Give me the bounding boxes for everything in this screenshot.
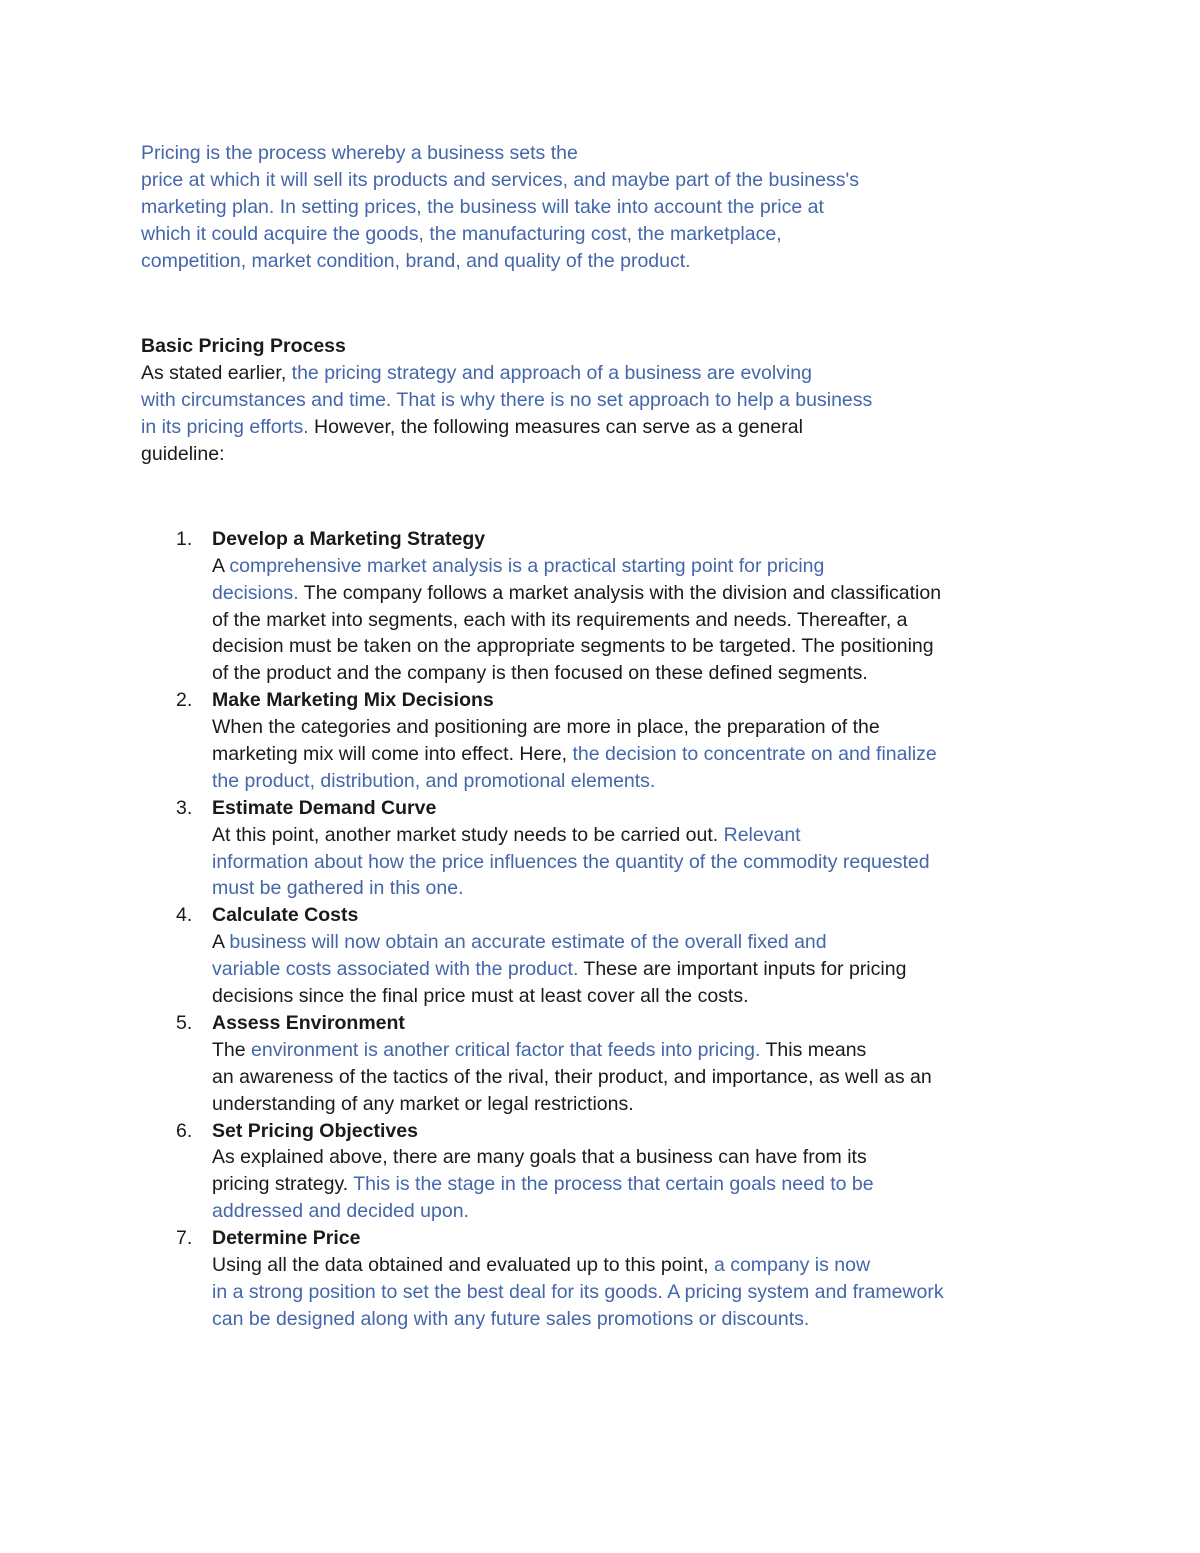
list-item bbox=[141, 902, 1041, 1010]
step-line: of the market into segments, each with its requirements and needs. Thereafter, a bbox=[212, 608, 908, 631]
step-line bbox=[212, 741, 1041, 768]
step-line: of the product and the company is then focused on these defined segments. bbox=[212, 662, 868, 685]
intro-paragraph bbox=[141, 140, 1041, 274]
text-run: At this point, another market study needs to be carried out. bbox=[212, 823, 724, 846]
step-line: an awareness of the tactics of the rival, their product, and importance, as well as an bbox=[212, 1065, 932, 1088]
step-line bbox=[212, 1252, 1041, 1279]
step-line bbox=[212, 553, 1041, 580]
list-number: 5. bbox=[176, 1011, 193, 1034]
paragraph-line bbox=[141, 414, 1041, 441]
text-run: This is the stage in the process that certain goals need to be bbox=[353, 1173, 874, 1196]
step-title: Make Marketing Mix Decisions bbox=[212, 689, 494, 712]
text-run: comprehensive market analysis is a practical starting point for pricing bbox=[229, 554, 825, 577]
text-run: However, the following measures can serve as a general bbox=[308, 416, 803, 439]
text-run: This means bbox=[760, 1038, 867, 1061]
text-run: A bbox=[212, 554, 230, 577]
step-title: Estimate Demand Curve bbox=[212, 796, 437, 819]
paragraph-line: guideline: bbox=[141, 443, 225, 466]
step-line: When the categories and positioning are more in place, the preparation of the bbox=[212, 716, 880, 739]
text-run: decisions. bbox=[212, 581, 299, 604]
intro-line: competition, market condition, brand, and quality of the product. bbox=[141, 249, 691, 272]
step-title: Set Pricing Objectives bbox=[212, 1119, 418, 1142]
list-number: 4. bbox=[176, 904, 193, 927]
intro-line: price at which it will sell its products and services, and maybe part of the business's bbox=[141, 168, 859, 191]
section-heading: Basic Pricing Process bbox=[141, 335, 346, 358]
intro-line: which it could acquire the goods, the manufacturing cost, the marketplace, bbox=[141, 222, 782, 245]
text-run: marketing mix will come into effect. Here, bbox=[212, 743, 573, 766]
step-title: Assess Environment bbox=[212, 1011, 405, 1034]
step-line bbox=[212, 1171, 1041, 1198]
list-item bbox=[141, 526, 1041, 687]
step-title: Develop a Marketing Strategy bbox=[212, 527, 486, 550]
text-run: in its pricing efforts. bbox=[141, 416, 309, 439]
list-item bbox=[141, 795, 1041, 903]
list-item bbox=[141, 687, 1041, 795]
step-line: As explained above, there are many goals that a business can have from its bbox=[212, 1146, 867, 1169]
text-run: a company is now bbox=[713, 1253, 871, 1276]
paragraph-line bbox=[141, 360, 1041, 387]
step-line bbox=[212, 580, 1041, 607]
text-run: variable costs associated with the product. bbox=[212, 958, 579, 981]
text-run: These are important inputs for pricing bbox=[578, 958, 907, 981]
list-item bbox=[141, 1118, 1041, 1226]
text-run: The bbox=[212, 1038, 252, 1061]
step-line bbox=[212, 956, 1041, 983]
pricing-steps-list bbox=[141, 526, 1041, 1333]
list-item bbox=[141, 1010, 1041, 1118]
step-line: decisions since the final price must at least cover all the costs. bbox=[212, 985, 749, 1008]
step-line bbox=[212, 822, 1041, 849]
intro-line: marketing plan. In setting prices, the business will take into account the price at bbox=[141, 195, 824, 218]
step-line: must be gathered in this one. bbox=[212, 877, 464, 900]
basic-paragraph bbox=[141, 360, 1041, 468]
text-run: Using all the data obtained and evaluated up to this point, bbox=[212, 1253, 714, 1276]
document-page bbox=[141, 140, 1041, 1352]
step-line bbox=[212, 929, 1041, 956]
text-run: the decision to concentrate on and finalize bbox=[572, 743, 937, 766]
text-run: The company follows a market analysis with the division and classification bbox=[298, 581, 942, 604]
list-item bbox=[141, 1225, 1041, 1333]
step-line bbox=[212, 1037, 1041, 1064]
step-line: the product, distribution, and promotional elements. bbox=[212, 769, 656, 792]
list-number: 3. bbox=[176, 796, 193, 819]
step-line: addressed and decided upon. bbox=[212, 1200, 469, 1223]
text-run: pricing strategy. bbox=[212, 1173, 354, 1196]
list-number: 6. bbox=[176, 1119, 193, 1142]
step-line: can be designed along with any future sales promotions or discounts. bbox=[212, 1307, 810, 1330]
text-run: As stated earlier, bbox=[141, 362, 292, 385]
text-run: environment is another critical factor that feeds into pricing. bbox=[251, 1038, 761, 1061]
list-number: 2. bbox=[176, 689, 193, 712]
list-number: 7. bbox=[176, 1227, 193, 1250]
step-title: Determine Price bbox=[212, 1227, 361, 1250]
step-title: Calculate Costs bbox=[212, 904, 359, 927]
text-run: the pricing strategy and approach of a business are evolving bbox=[291, 362, 812, 385]
text-run: A bbox=[212, 931, 230, 954]
text-run: Relevant bbox=[723, 823, 801, 846]
step-line: understanding of any market or legal restrictions. bbox=[212, 1092, 634, 1115]
intro-line: Pricing is the process whereby a business sets the bbox=[141, 142, 578, 164]
text-run: business will now obtain an accurate estimate of the overall fixed and bbox=[229, 931, 827, 954]
step-line: in a strong position to set the best deal for its goods. A pricing system and framework bbox=[212, 1280, 944, 1303]
step-line: information about how the price influences the quantity of the commodity requested bbox=[212, 850, 930, 873]
step-line: decision must be taken on the appropriate segments to be targeted. The positioning bbox=[212, 635, 934, 658]
paragraph-line: with circumstances and time. That is why there is no set approach to help a business bbox=[141, 389, 873, 412]
list-number: 1. bbox=[176, 527, 193, 550]
